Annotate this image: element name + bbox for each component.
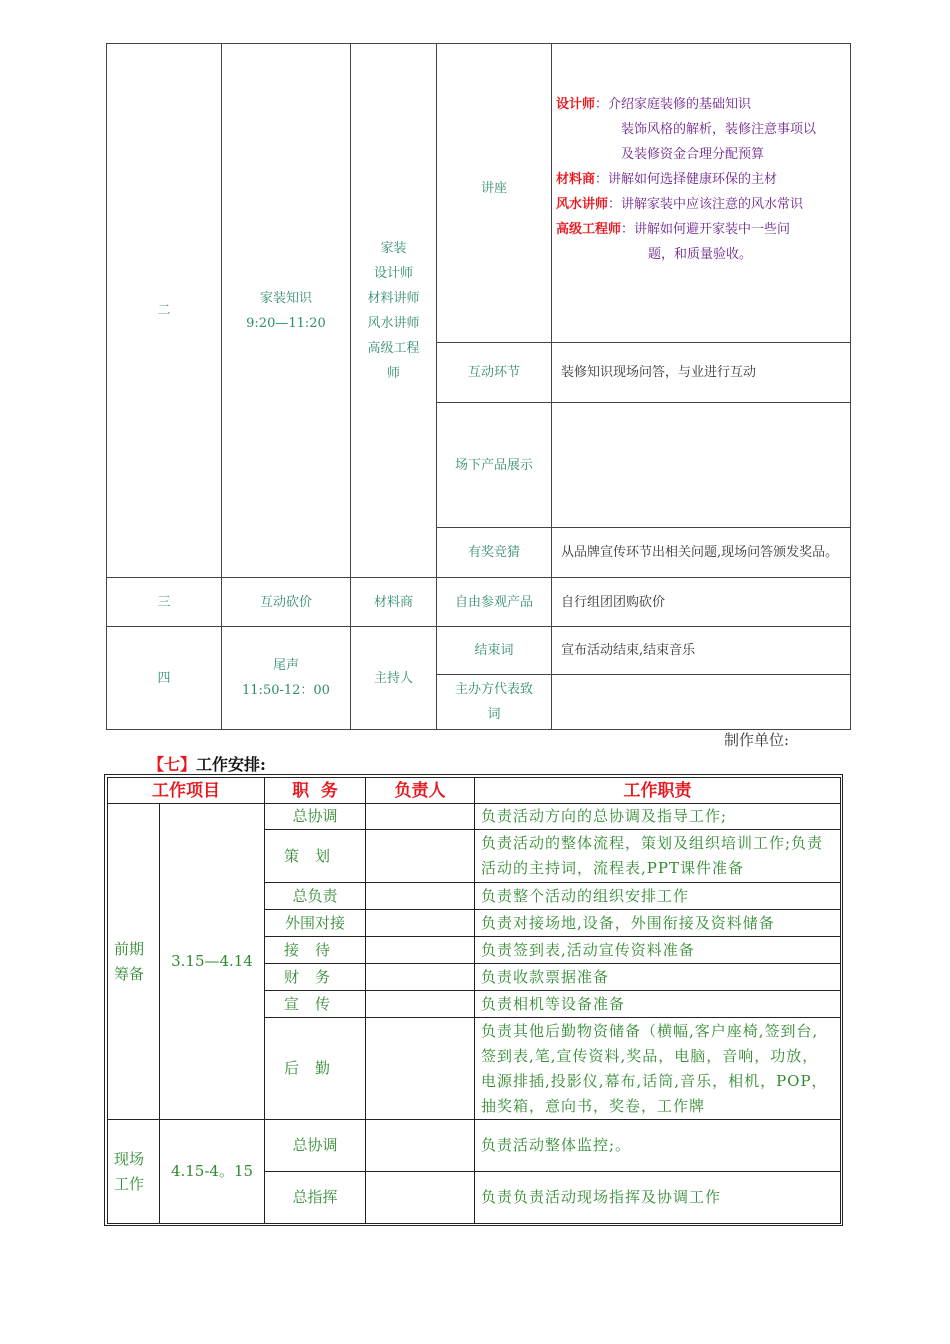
owner-cell bbox=[366, 883, 475, 910]
row3-stage: 互动砍价 bbox=[222, 578, 351, 627]
row4-stage bbox=[222, 627, 351, 730]
role-cell: 财务 bbox=[265, 964, 366, 991]
section7-title bbox=[148, 752, 266, 775]
lecture-description bbox=[552, 44, 851, 343]
fengshui-label: 风水讲师 bbox=[556, 197, 609, 212]
role-cell: 总协调 bbox=[265, 1120, 366, 1172]
row3-text: 自行组团团购砍价 bbox=[552, 578, 851, 627]
interaction-label: 互动环节 bbox=[437, 343, 552, 403]
prep-phase-1: 前期 bbox=[114, 939, 145, 958]
owner-cell bbox=[366, 964, 475, 991]
work-table bbox=[107, 777, 841, 1224]
duty-cell: 负责活动的整体流程，策划及组织培训工作;负责活动的主持词，流程表,PPT课件准备 bbox=[475, 830, 841, 883]
host-speech-label-1: 主办方代表致 bbox=[454, 682, 533, 697]
row2-stage bbox=[222, 44, 351, 578]
onsite-phase-2: 工作 bbox=[114, 1174, 145, 1193]
display-label: 场下产品展示 bbox=[437, 403, 552, 528]
onsite-phase bbox=[108, 1120, 160, 1224]
quiz-text: 从品牌宣传环节出相关问题,现场问答颁发奖品。 bbox=[552, 528, 851, 578]
onsite-dates: 4.15-4。15 bbox=[160, 1120, 265, 1224]
host-speech-label bbox=[437, 675, 552, 730]
row4-number: 四 bbox=[107, 627, 222, 730]
duty-cell: 负责其他后勤物资储备（横幅,客户座椅,签到台,签到表,笔,宣传资料,奖品，电脑，音响，功放，电源排插,投影仪,幕布,话筒,音乐，相机，POP，抽奖箱，意向书，奖卷，工作牌 bbox=[475, 1018, 841, 1120]
designer-text-3: 及装修资金合理分配预算 bbox=[621, 147, 765, 162]
prep-phase-2: 筹备 bbox=[114, 964, 145, 983]
onsite-phase-1: 现场 bbox=[114, 1149, 145, 1168]
duty-cell: 负责对接场地,设备，外围衔接及资料储备 bbox=[475, 910, 841, 937]
role-cell: 宣传 bbox=[265, 991, 366, 1018]
duty-cell: 负责签到表,活动宣传资料准备 bbox=[475, 937, 841, 964]
header-role: 职 务 bbox=[265, 778, 366, 804]
engineer-text-2: 题，和质量验收。 bbox=[648, 247, 753, 262]
row4-stage-time: 11:50-12：00 bbox=[242, 683, 330, 698]
display-text bbox=[552, 403, 851, 528]
row2-number: 二 bbox=[107, 44, 222, 578]
host-speech-label-2: 词 bbox=[487, 707, 501, 722]
row3-presenter: 材料商 bbox=[351, 578, 437, 627]
lecture-label: 讲座 bbox=[437, 44, 552, 343]
row4-stage-name: 尾声 bbox=[272, 658, 299, 673]
role-cell: 总负责 bbox=[265, 883, 366, 910]
row3-number: 三 bbox=[107, 578, 222, 627]
duty-cell: 负责活动整体监控;。 bbox=[475, 1120, 841, 1172]
duty-cell: 负责整个活动的组织安排工作 bbox=[475, 883, 841, 910]
closing-label: 结束词 bbox=[437, 627, 552, 675]
duty-cell: 负责负责活动现场指挥及协调工作 bbox=[475, 1172, 841, 1224]
owner-cell bbox=[366, 804, 475, 830]
owner-cell bbox=[366, 1120, 475, 1172]
role-cell: 策划 bbox=[265, 830, 366, 883]
presenter-line: 师 bbox=[386, 365, 400, 381]
presenter-line: 风水讲师 bbox=[367, 315, 420, 331]
designer-text: ：介绍家庭装修的基础知识 bbox=[595, 97, 752, 112]
prep-dates: 3.15—4.14 bbox=[160, 804, 265, 1120]
duty-cell: 负责活动方向的总协调及指导工作; bbox=[475, 804, 841, 830]
designer-text-2: 装饰风格的解析，装修注意事项以 bbox=[621, 122, 817, 137]
row2-stage-time: 9:20—11:20 bbox=[246, 315, 326, 331]
duty-cell: 负责收款票据准备 bbox=[475, 964, 841, 991]
duty-cell: 负责相机等设备准备 bbox=[475, 991, 841, 1018]
presenter-line: 家装 bbox=[380, 240, 407, 256]
material-text: ：讲解如何选择健康环保的主材 bbox=[595, 172, 778, 187]
material-label: 材料商 bbox=[556, 172, 596, 187]
row2-stage-name: 家装知识 bbox=[259, 290, 312, 306]
row2-presenters bbox=[351, 44, 437, 578]
owner-cell bbox=[366, 830, 475, 883]
row4-presenter: 主持人 bbox=[351, 627, 437, 730]
engineer-text: ：讲解如何避开家装中一些问 bbox=[621, 222, 791, 237]
header-owner: 负责人 bbox=[366, 778, 475, 804]
section7-bracket: 【七】 bbox=[148, 755, 197, 774]
prep-phase bbox=[108, 804, 160, 1120]
header-duty: 工作职责 bbox=[475, 778, 841, 804]
engineer-label: 高级工程师 bbox=[556, 222, 622, 237]
owner-cell bbox=[366, 1018, 475, 1120]
role-cell: 接待 bbox=[265, 937, 366, 964]
owner-cell bbox=[366, 937, 475, 964]
presenter-line: 材料讲师 bbox=[367, 290, 420, 306]
work-table-frame bbox=[104, 774, 843, 1226]
role-cell: 总协调 bbox=[265, 804, 366, 830]
presenter-line: 设计师 bbox=[373, 265, 413, 281]
maker-label: 制作单位: bbox=[724, 731, 790, 749]
owner-cell bbox=[366, 1172, 475, 1224]
owner-cell bbox=[366, 910, 475, 937]
section7-text: 工作安排: bbox=[196, 755, 266, 774]
header-project: 工作项目 bbox=[108, 778, 265, 804]
interaction-text: 装修知识现场问答，与业进行互动 bbox=[552, 343, 851, 403]
role-cell: 外围对接 bbox=[265, 910, 366, 937]
fengshui-text: ：讲解家装中应该注意的风水常识 bbox=[608, 197, 804, 212]
presenter-line: 高级工程 bbox=[367, 340, 420, 356]
role-cell: 总指挥 bbox=[265, 1172, 366, 1224]
row3-item: 自由参观产品 bbox=[437, 578, 552, 627]
schedule-table bbox=[106, 43, 851, 730]
designer-label: 设计师 bbox=[556, 97, 596, 112]
role-cell: 后勤 bbox=[265, 1018, 366, 1120]
host-speech-text bbox=[552, 675, 851, 730]
closing-text: 宣布活动结束,结束音乐 bbox=[552, 627, 851, 675]
owner-cell bbox=[366, 991, 475, 1018]
quiz-label: 有奖竞猜 bbox=[437, 528, 552, 578]
